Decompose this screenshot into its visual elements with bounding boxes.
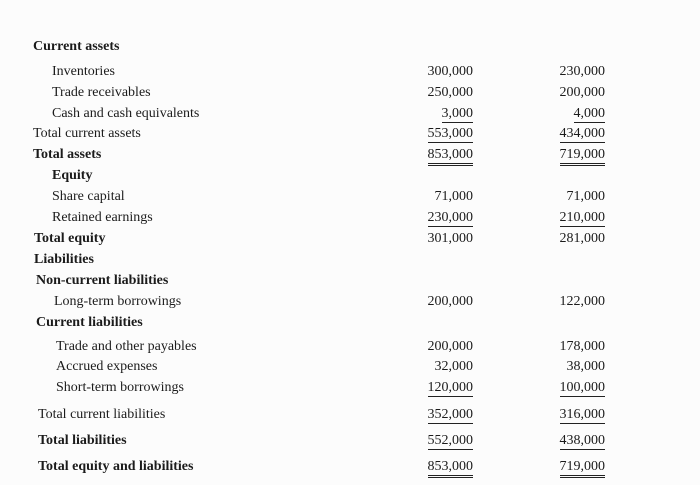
row-accrued-expenses bbox=[0, 357, 700, 377]
row-total-current-assets bbox=[0, 124, 700, 144]
underlined-value: 3,000 bbox=[441, 106, 473, 121]
row-share-capital bbox=[0, 187, 700, 207]
value-year-2: 122,000 bbox=[559, 294, 605, 309]
section-heading-equity: Equity bbox=[52, 168, 93, 183]
value-year-2 bbox=[560, 405, 606, 425]
underlined-value: 230,000 bbox=[427, 210, 473, 225]
section-heading-liabilities: Liabilities bbox=[34, 252, 94, 267]
underlined-value: 552,000 bbox=[427, 433, 473, 448]
row-total-liabilities bbox=[0, 431, 700, 451]
underlined-value: 316,000 bbox=[559, 407, 605, 422]
subtotal-label: Total current liabilities bbox=[38, 407, 166, 422]
double-underlined-value: 719,000 bbox=[560, 459, 606, 478]
row-non-current-heading bbox=[0, 271, 700, 291]
section-heading-current-liabilities: Current liabilities bbox=[36, 315, 143, 330]
line-item-label: Inventories bbox=[52, 64, 115, 79]
value-year-1 bbox=[428, 405, 474, 425]
section-heading-non-current-liabilities: Non-current liabilities bbox=[36, 273, 169, 288]
value-year-2 bbox=[560, 124, 606, 144]
value-year-1: 301,000 bbox=[427, 231, 473, 246]
value-year-1 bbox=[442, 104, 474, 124]
line-item-label: Cash and cash equivalents bbox=[52, 106, 200, 121]
line-item-label: Trade receivables bbox=[52, 85, 151, 100]
row-liabilities-heading bbox=[0, 250, 700, 270]
value-year-2 bbox=[574, 104, 606, 124]
subtotal-label: Total current assets bbox=[33, 126, 141, 141]
row-current-assets bbox=[0, 37, 700, 57]
value-year-2: 200,000 bbox=[559, 85, 605, 100]
value-year-2: 38,000 bbox=[566, 359, 605, 374]
double-underlined-value: 853,000 bbox=[428, 459, 474, 478]
underlined-value: 120,000 bbox=[427, 380, 473, 395]
line-item-label: Accrued expenses bbox=[56, 359, 158, 374]
value-year-2 bbox=[560, 208, 606, 228]
value-year-2 bbox=[560, 457, 606, 478]
underlined-value: 210,000 bbox=[559, 210, 605, 225]
value-year-1 bbox=[428, 378, 474, 398]
underlined-value: 438,000 bbox=[559, 433, 605, 448]
value-year-1: 250,000 bbox=[427, 85, 473, 100]
total-label: Total assets bbox=[33, 147, 102, 162]
value-year-1: 300,000 bbox=[427, 64, 473, 79]
value-year-1 bbox=[428, 124, 474, 144]
row-equity-heading bbox=[0, 166, 700, 186]
line-item-label: Trade and other payables bbox=[56, 339, 197, 354]
total-label: Total equity and liabilities bbox=[38, 459, 194, 474]
line-item-label: Short-term borrowings bbox=[56, 380, 184, 395]
value-year-2: 281,000 bbox=[559, 231, 605, 246]
double-underlined-value: 853,000 bbox=[428, 147, 474, 166]
value-year-1: 200,000 bbox=[427, 339, 473, 354]
row-cash bbox=[0, 104, 700, 124]
row-long-term-borrowings bbox=[0, 292, 700, 312]
value-year-1 bbox=[428, 431, 474, 451]
value-year-1 bbox=[428, 457, 474, 478]
value-year-2 bbox=[560, 431, 606, 451]
total-label: Total liabilities bbox=[38, 433, 127, 448]
value-year-2: 178,000 bbox=[559, 339, 605, 354]
value-year-2 bbox=[560, 378, 606, 398]
row-trade-receivables bbox=[0, 83, 700, 103]
value-year-1 bbox=[428, 208, 474, 228]
value-year-1 bbox=[428, 145, 474, 166]
row-total-equity bbox=[0, 229, 700, 249]
value-year-2 bbox=[560, 145, 606, 166]
row-retained-earnings bbox=[0, 208, 700, 228]
line-item-label: Retained earnings bbox=[52, 210, 153, 225]
row-trade-payables bbox=[0, 337, 700, 357]
underlined-value: 100,000 bbox=[559, 380, 605, 395]
underlined-value: 352,000 bbox=[427, 407, 473, 422]
underlined-value: 4,000 bbox=[573, 106, 605, 121]
value-year-1: 32,000 bbox=[434, 359, 473, 374]
value-year-1: 71,000 bbox=[434, 189, 473, 204]
line-item-label: Long-term borrowings bbox=[54, 294, 182, 309]
underlined-value: 434,000 bbox=[559, 126, 605, 141]
double-underlined-value: 719,000 bbox=[560, 147, 606, 166]
row-short-term-borrowings bbox=[0, 378, 700, 398]
value-year-2: 71,000 bbox=[566, 189, 605, 204]
total-label: Total equity bbox=[34, 231, 106, 246]
row-total-current-liabilities bbox=[0, 405, 700, 425]
row-inventories bbox=[0, 62, 700, 82]
value-year-1: 200,000 bbox=[427, 294, 473, 309]
section-heading-current-assets: Current assets bbox=[33, 39, 120, 54]
row-current-liabilities-heading bbox=[0, 313, 700, 333]
line-item-label: Share capital bbox=[52, 189, 125, 204]
row-total-assets bbox=[0, 145, 700, 165]
underlined-value: 553,000 bbox=[427, 126, 473, 141]
row-total-equity-and-liabilities bbox=[0, 457, 700, 477]
value-year-2: 230,000 bbox=[559, 64, 605, 79]
